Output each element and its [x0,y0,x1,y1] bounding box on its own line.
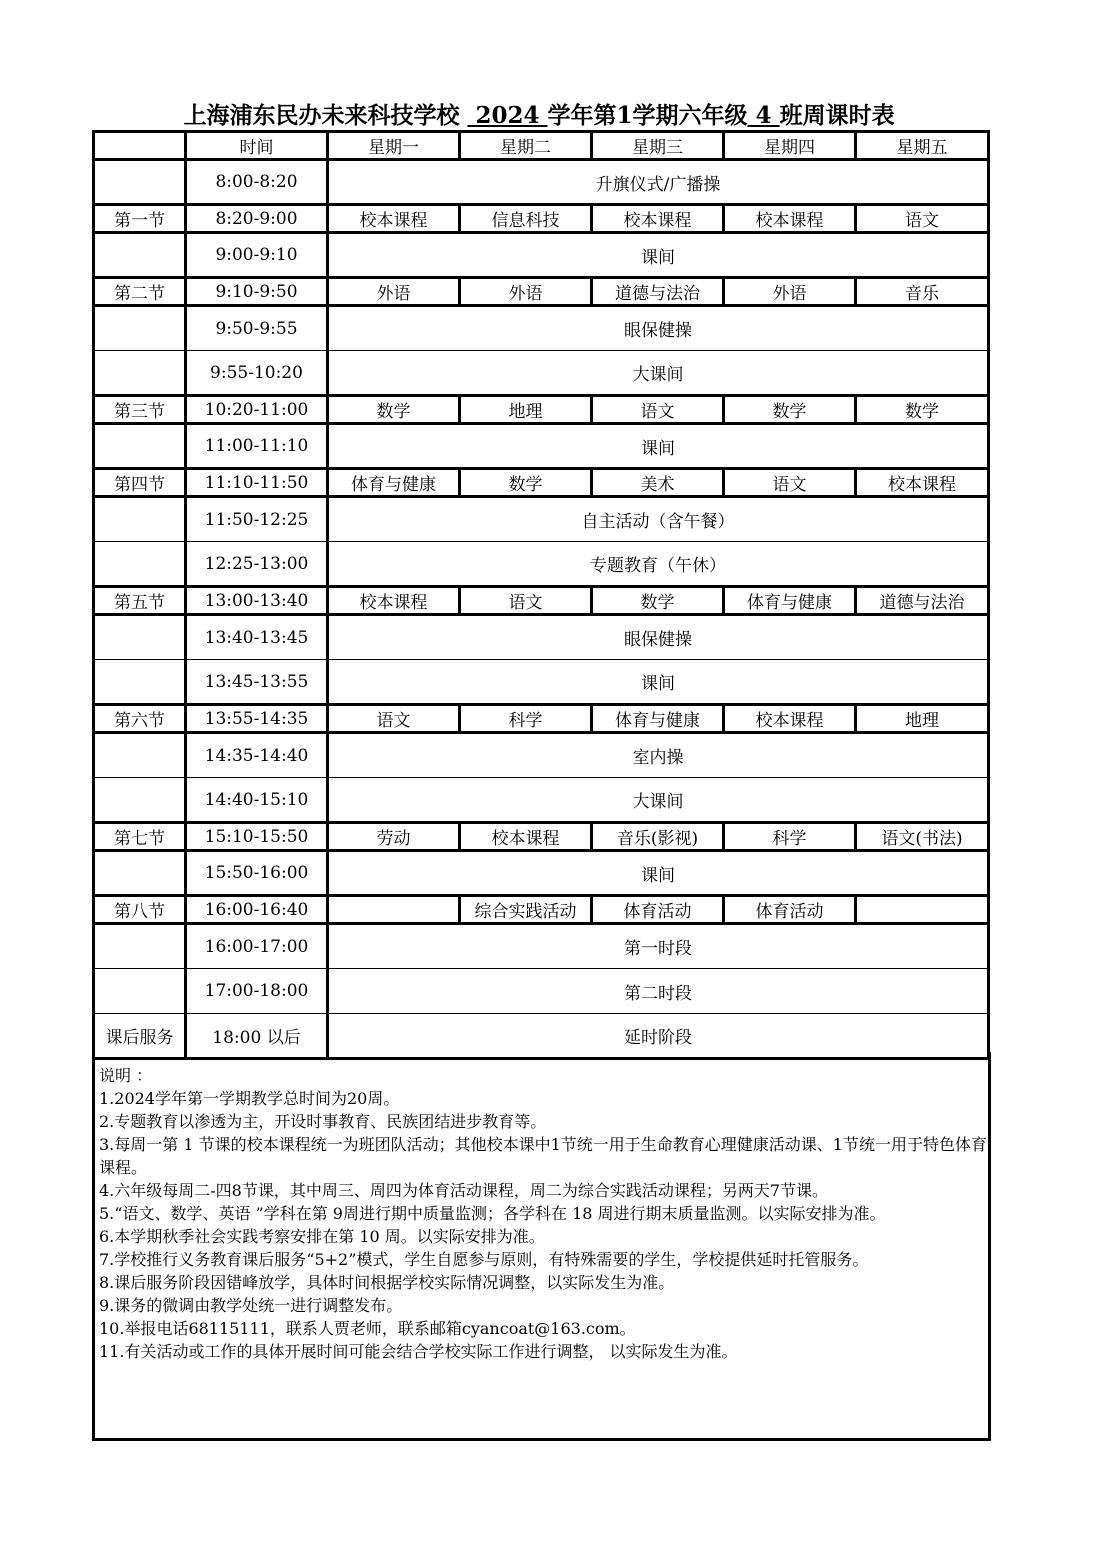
break-row [94,351,989,396]
row-time: 18:00 以后 [186,1014,328,1059]
schedule-table [92,130,990,1060]
subject-cell-tue: 地理 [460,396,592,424]
subject-cell-thu: 外语 [724,278,856,306]
notes-heading: 说明 ： [99,1066,153,1085]
row-label: 第一节 [94,205,186,233]
subject-cell-thu: 科学 [724,823,856,851]
row-label [94,424,186,469]
note-item: 1.2024学年第一学期教学总时间为20周。 [99,1089,400,1108]
note-item: 9.课务的微调由教学处统一进行调整发布。 [99,1296,403,1315]
break-row [94,497,989,542]
row-time: 13:40-13:45 [186,615,328,660]
row-time: 14:35-14:40 [186,733,328,778]
subject-cell-tue: 语文 [460,587,592,615]
row-time: 16:00-16:40 [186,896,328,924]
subject-cell-tue: 外语 [460,278,592,306]
page-title [92,100,986,132]
subject-cell-thu: 体育与健康 [724,587,856,615]
break-row [94,424,989,469]
subject-cell-tue: 信息科技 [460,205,592,233]
row-time: 15:50-16:00 [186,851,328,896]
row-label: 第五节 [94,587,186,615]
break-activity-cell: 延时阶段 [328,1014,989,1059]
note-item: 8.课后服务阶段因错峰放学，具体时间根据学校实际情况调整，以实际发生为准。 [99,1273,675,1292]
period-row [94,823,989,851]
subject-cell-wed: 数学 [592,587,724,615]
period-row [94,396,989,424]
break-activity-cell: 专题教育（午休） [328,542,989,587]
row-label [94,615,186,660]
row-time: 15:10-15:50 [186,823,328,851]
note-item: 10.举报电话68115111，联系人贾老师，联系邮箱cyancoat@163.com。 [99,1319,636,1338]
title-year: 2024 [475,102,540,129]
period-row [94,205,989,233]
break-activity-cell: 大课间 [328,351,989,396]
break-activity-cell: 自主活动（含午餐） [328,497,989,542]
row-time: 8:00-8:20 [186,160,328,205]
row-label: 第八节 [94,896,186,924]
row-label [94,660,186,705]
row-time: 13:45-13:55 [186,660,328,705]
row-label [94,851,186,896]
row-label [94,160,186,205]
title-mid: 学年第1学期六年级 [547,102,748,129]
subject-cell-mon: 校本课程 [328,587,460,615]
subject-cell-thu: 语文 [724,469,856,497]
row-time: 10:20-11:00 [186,396,328,424]
subject-cell-fri [856,896,989,924]
break-activity-cell: 升旗仪式/广播操 [328,160,989,205]
break-activity-cell: 大课间 [328,778,989,823]
subject-cell-fri: 语文(书法) [856,823,989,851]
row-time: 17:00-18:00 [186,969,328,1014]
break-row [94,615,989,660]
break-activity-cell: 第二时段 [328,969,989,1014]
header-day-thu: 星期四 [724,132,856,160]
header-day-fri: 星期五 [856,132,989,160]
subject-cell-mon: 劳动 [328,823,460,851]
break-activity-cell: 课间 [328,660,989,705]
break-row [94,778,989,823]
row-time: 11:50-12:25 [186,497,328,542]
subject-cell-mon: 语文 [328,705,460,733]
subject-cell-mon: 校本课程 [328,205,460,233]
break-activity-cell: 第一时段 [328,924,989,969]
subject-cell-mon: 数学 [328,396,460,424]
row-label [94,497,186,542]
header-time: 时间 [186,132,328,160]
note-item: 5.“语文、数学、英语 ”学科在第 9周进行期中质量监测；各学科在 18 周进行期末质量监测。以实际安排为准。 [99,1204,886,1223]
schedule-body [94,132,989,1059]
subject-cell-wed: 语文 [592,396,724,424]
subject-cell-fri: 语文 [856,205,989,233]
break-row [94,851,989,896]
break-activity-cell: 眼保健操 [328,615,989,660]
note-item: 7.学校推行义务教育课后服务“5+2”模式，学生自愿参与原则，有特殊需要的学生，学校提供延时托管服务。 [99,1250,869,1269]
subject-cell-mon [328,896,460,924]
row-label: 课后服务 [94,1014,186,1059]
subject-cell-thu: 数学 [724,396,856,424]
title-school: 上海浦东民办未来科技学校 [183,102,460,129]
title-class-no: 4 [755,102,772,129]
subject-cell-wed: 体育与健康 [592,705,724,733]
break-row [94,969,989,1014]
subject-cell-wed: 音乐(影视) [592,823,724,851]
subject-cell-fri: 道德与法治 [856,587,989,615]
break-row [94,924,989,969]
row-time: 11:10-11:50 [186,469,328,497]
row-time: 8:20-9:00 [186,205,328,233]
row-label [94,306,186,351]
row-label [94,233,186,278]
break-activity-cell: 课间 [328,233,989,278]
period-row [94,278,989,306]
row-time: 14:40-15:10 [186,778,328,823]
subject-cell-fri: 地理 [856,705,989,733]
subject-cell-tue: 数学 [460,469,592,497]
notes-section [92,1052,991,1441]
row-label: 第七节 [94,823,186,851]
subject-cell-fri: 数学 [856,396,989,424]
row-label: 第六节 [94,705,186,733]
row-label [94,351,186,396]
note-item: 3.每周一第 1 节课的校本课程统一为班团队活动；其他校本课中1节统一用于生命教育心理健康活动课、1节统一用于特色体育课程。 [99,1135,987,1177]
row-time: 9:55-10:20 [186,351,328,396]
period-row [94,469,989,497]
row-label: 第二节 [94,278,186,306]
header-day-mon: 星期一 [328,132,460,160]
note-item: 4.六年级每周二-四8节课，其中周三、周四为体育活动课程，周二为综合实践活动课程；另两天7节课。 [99,1181,829,1200]
subject-cell-thu: 校本课程 [724,205,856,233]
break-activity-cell: 课间 [328,424,989,469]
break-activity-cell: 眼保健操 [328,306,989,351]
break-row [94,160,989,205]
row-label [94,542,186,587]
row-label [94,924,186,969]
break-activity-cell: 室内操 [328,733,989,778]
subject-cell-thu: 校本课程 [724,705,856,733]
note-item: 6.本学期秋季社会实践考察安排在第 10 周。以实际安排为准。 [99,1227,545,1246]
subject-cell-mon: 体育与健康 [328,469,460,497]
header-blank-cell [94,132,186,160]
subject-cell-fri: 音乐 [856,278,989,306]
subject-cell-wed: 道德与法治 [592,278,724,306]
break-row [94,306,989,351]
row-time: 11:00-11:10 [186,424,328,469]
row-time: 13:00-13:40 [186,587,328,615]
row-time: 9:00-9:10 [186,233,328,278]
period-row [94,896,989,924]
break-row [94,233,989,278]
subject-cell-wed: 校本课程 [592,205,724,233]
period-row [94,587,989,615]
header-day-tue: 星期二 [460,132,592,160]
subject-cell-wed: 美术 [592,469,724,497]
period-row [94,705,989,733]
row-time: 12:25-13:00 [186,542,328,587]
note-item: 2.专题教育以渗透为主，开设时事教育、民族团结进步教育等。 [99,1112,547,1131]
break-activity-cell: 课间 [328,851,989,896]
subject-cell-tue: 校本课程 [460,823,592,851]
header-row [94,132,989,160]
subject-cell-mon: 外语 [328,278,460,306]
row-time: 9:50-9:55 [186,306,328,351]
subject-cell-fri: 校本课程 [856,469,989,497]
subject-cell-wed: 体育活动 [592,896,724,924]
row-label: 第四节 [94,469,186,497]
row-label [94,969,186,1014]
subject-cell-tue: 科学 [460,705,592,733]
row-time: 9:10-9:50 [186,278,328,306]
title-suffix: 班周课时表 [779,102,895,129]
row-label [94,778,186,823]
row-time: 13:55-14:35 [186,705,328,733]
break-row [94,542,989,587]
break-row [94,733,989,778]
subject-cell-thu: 体育活动 [724,896,856,924]
note-item: 11.有关活动或工作的具体开展时间可能会结合学校实际工作进行调整， 以实际发生为准。 [99,1342,738,1361]
row-time: 16:00-17:00 [186,924,328,969]
row-label: 第三节 [94,396,186,424]
header-day-wed: 星期三 [592,132,724,160]
row-label [94,733,186,778]
subject-cell-tue: 综合实践活动 [460,896,592,924]
break-row [94,660,989,705]
